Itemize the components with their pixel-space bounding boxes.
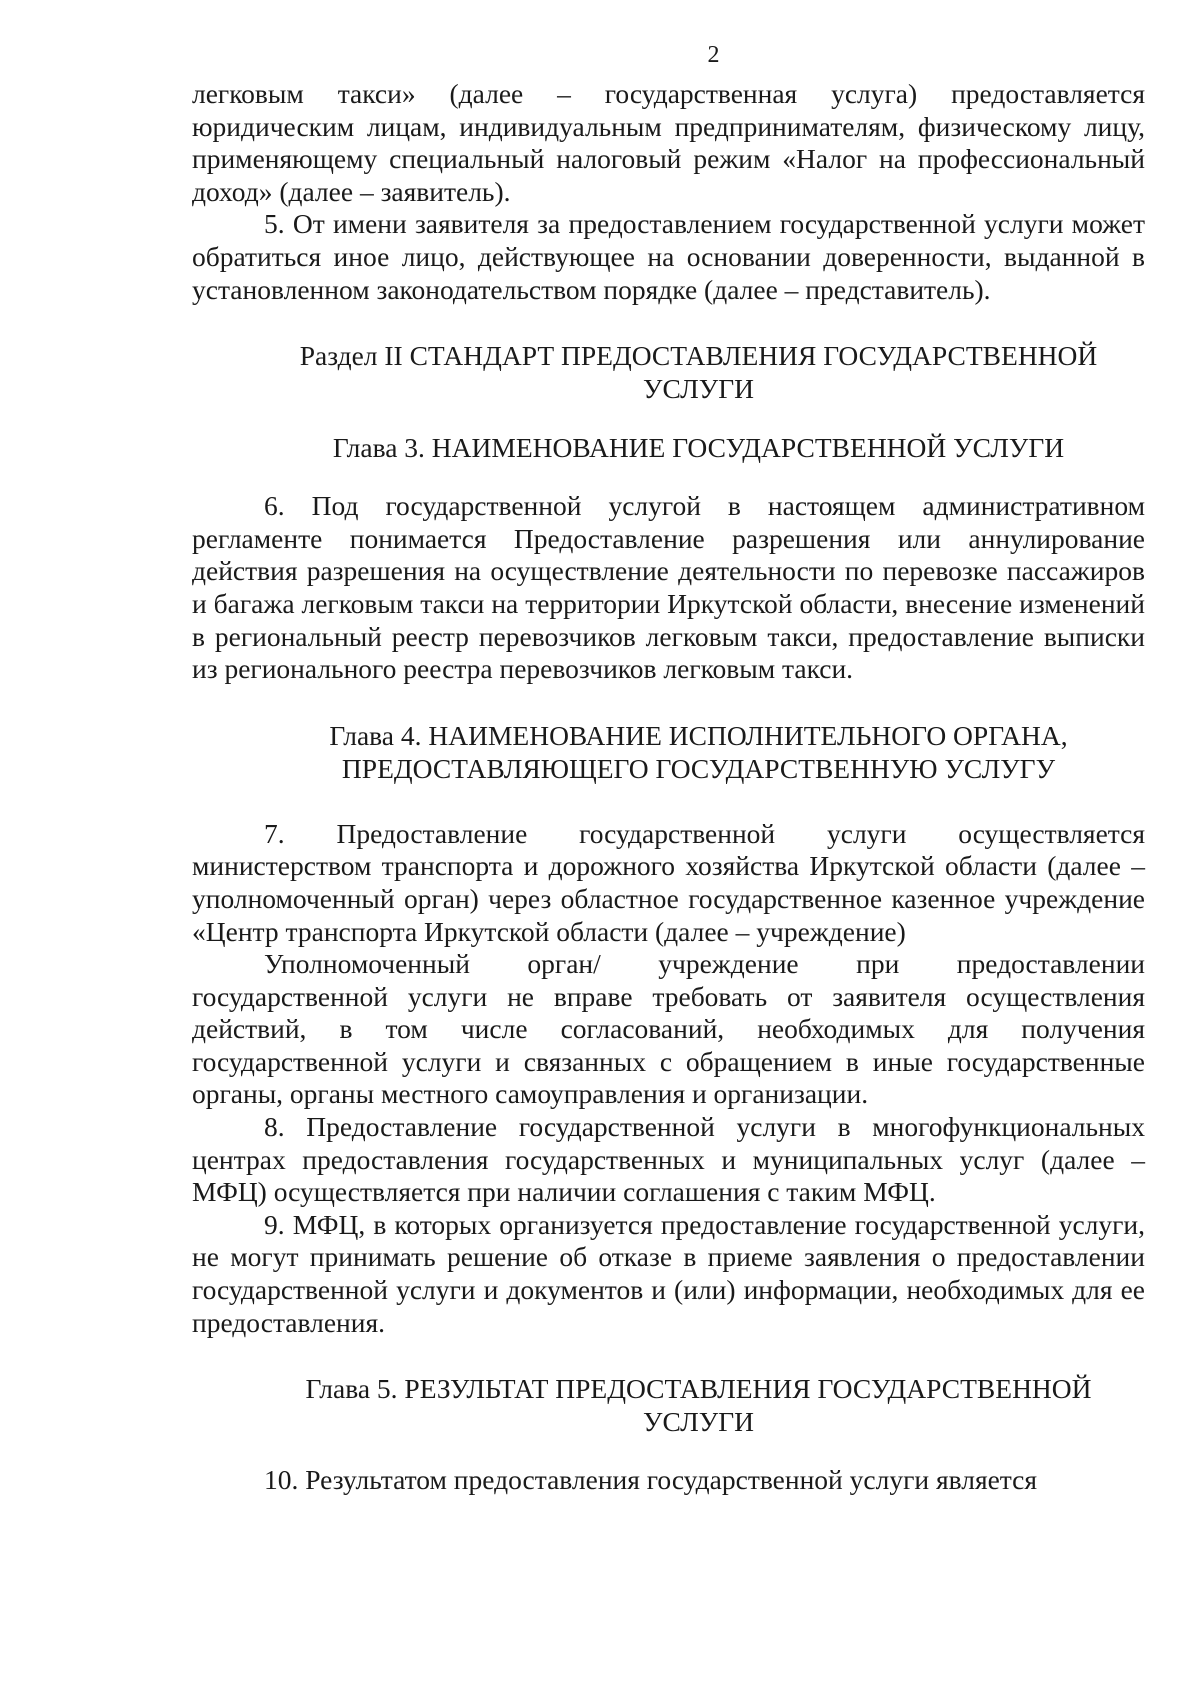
page-number: 2 [707, 42, 720, 68]
paragraph-5: 5. От имени заявителя за предоставлением государственной услуги может обратиться иное лицо, действующее на основании доверенности, выданной в установленном законодательством порядке (далее – представитель). [192, 208, 1145, 305]
paragraph-7-continued: Уполномоченный орган/ учреждение при предоставлении государственной услуги не вправе требовать от заявителя осуществления действий, в том числе согласований, необходимых для получения государственной услуги и связанных с обращением в иные государственные органы, органы местного самоуправления и организации. [192, 948, 1145, 1110]
paragraph-continuation: легковым такси» (далее – государственная услуга) предоставляется юридическим лицам, индивидуальным предпринимателям, физическому лицу, применяющему специальный налоговый режим «Налог на профессиональный доход» (далее – заявитель). [192, 78, 1145, 207]
paragraph-9: 9. МФЦ, в которых организуется предоставление государственной услуги, не могут принимать решение об отказе в приеме заявления о предоставлении государственной услуги и документов и (или) информации, необходимых для ее предоставления. [192, 1208, 1145, 1338]
paragraph-6: 6. Под государственной услугой в настоящем административном регламенте понимается Предоставление разрешения или аннулирование действия разрешения на осуществление деятельности по перевозке пассажиров и багажа легковым такси на территории Иркутской области, внесение изменений в региональный реестр перевозчиков легковым такси, предоставление выписки из регионального реестра перевозчиков легковым такси. [192, 490, 1145, 685]
paragraph-10: 10. Результатом предоставления государственной услуги является [264, 1464, 1038, 1496]
chapter-4-heading: Глава 4. НАИМЕНОВАНИЕ ИСПОЛНИТЕЛЬНОГО ОРГАНА, ПРЕДОСТАВЛЯЮЩЕГО ГОСУДАРСТВЕННУЮ УСЛУГУ [329, 719, 1068, 784]
section-2-heading: Раздел II СТАНДАРТ ПРЕДОСТАВЛЕНИЯ ГОСУДАРСТВЕННОЙ УСЛУГИ [299, 340, 1098, 405]
chapter-5-heading: Глава 5. РЕЗУЛЬТАТ ПРЕДОСТАВЛЕНИЯ ГОСУДАРСТВЕННОЙ УСЛУГИ [305, 1373, 1092, 1438]
paragraph-8: 8. Предоставление государственной услуги в многофункциональных центрах предоставления государственных и муниципальных услуг (далее – МФЦ) осуществляется при наличии соглашения с таким МФЦ. [192, 1111, 1145, 1208]
paragraph-7: 7. Предоставление государственной услуги осуществляется министерством транспорта и дорожного хозяйства Иркутской области (далее – уполномоченный орган) через областное государственное казенное учреждение «Центр транспорта Иркутской области (далее – учреждение) [192, 817, 1145, 947]
document-page [192, 40, 1145, 1640]
chapter-3-heading: Глава 3. НАИМЕНОВАНИЕ ГОСУДАРСТВЕННОЙ УСЛУГИ [332, 432, 1065, 464]
